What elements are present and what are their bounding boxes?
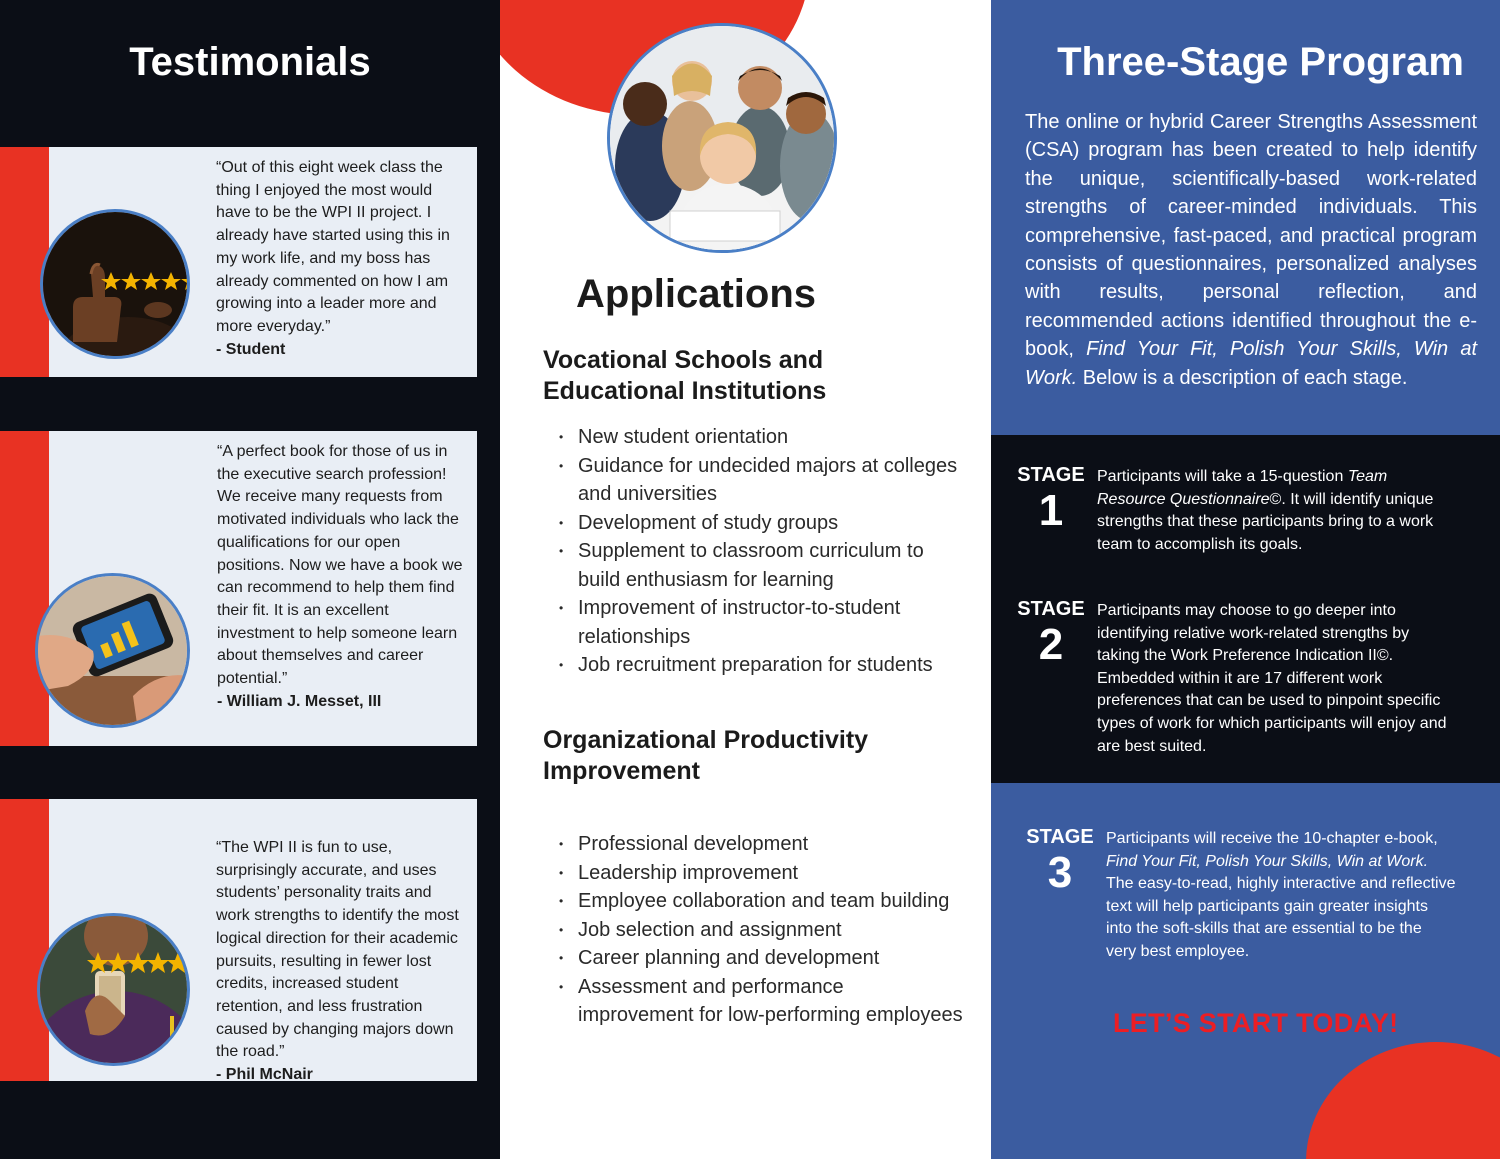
section-heading-organizational: Organizational Productivity Improvement <box>543 726 869 785</box>
testimonial-card <box>0 799 477 1084</box>
quote-text: “Out of this eight week class the thing I enjoyed the most would have to be the WPI II project. I already have started using this in my work life, and my boss has already commented on how I am growing into a leader more and more everyday.” <box>216 159 450 335</box>
list-item: • Career planning and development <box>543 944 963 973</box>
list-item: • Development of study groups <box>543 509 963 538</box>
list-item: • Guidance for undecided majors at colleges and universities <box>543 452 963 509</box>
stage-label: STAGE <box>1017 464 1085 486</box>
program-title: Three-Stage Program <box>1057 40 1464 84</box>
list-item: • Job selection and assignment <box>543 916 963 945</box>
stage-number: 3 <box>1047 848 1073 897</box>
intro-text-end: Below is a description of each stage. <box>1082 366 1408 389</box>
thumbs-up-five-stars-photo <box>40 209 190 359</box>
stage-number: 2 <box>1038 620 1064 669</box>
red-accent-bar <box>0 799 49 1081</box>
stage-text-italic: Team Resource Questionnaire <box>1097 468 1388 508</box>
stage-description <box>1106 828 1456 964</box>
phone-five-stars-photo <box>37 913 190 1066</box>
testimonials-title: Testimonials <box>129 40 371 84</box>
stage-text: Participants will receive the 10-chapter e-book, <box>1106 830 1438 847</box>
program-panel <box>991 0 1500 1159</box>
list-item: • Supplement to classroom curriculum to build enthusiasm for learning <box>543 537 963 594</box>
testimonial-quote <box>217 441 469 713</box>
quote-author: - Phil McNair <box>216 1066 313 1084</box>
program-intro <box>1025 108 1477 392</box>
quote-author: - William J. Messet, III <box>217 692 382 710</box>
testimonials-panel <box>0 0 500 1159</box>
phone-rating-photo <box>35 573 190 728</box>
vocational-list <box>543 423 963 680</box>
book-title: Find Your Fit, Polish Your Skills, Win at Work. <box>1025 338 1477 389</box>
quote-text: “A perfect book for those of us in the executive search profession! We receive many requests from motivated individuals who lack the qualifications for our open positions. Now we have a book we can recommend to help them find their fit. It is an excellent investment to help someone learn about themselves and career potential.” <box>217 443 463 688</box>
red-accent-bar <box>0 431 49 746</box>
applications-title: Applications <box>576 272 817 316</box>
list-item: • Assessment and performance improvement for low-performing employees <box>543 973 963 1030</box>
list-item: • New student orientation <box>543 423 963 452</box>
stage-number: 1 <box>1038 486 1064 535</box>
testimonial-quote <box>216 157 468 361</box>
testimonial-card <box>0 431 477 746</box>
red-accent-bar <box>0 147 49 377</box>
list-item: • Job recruitment preparation for students <box>543 651 963 680</box>
stage-text-end: The easy-to-read, highly interactive and reflective text will help participants gain greater insights into the soft-skills that are essential to be the very best employee. <box>1106 875 1456 960</box>
section-heading-vocational: Vocational Schools and Educational Institutions <box>543 346 827 405</box>
students-group-photo <box>607 23 837 253</box>
quote-text: “The WPI II is fun to use, surprisingly accurate, and uses students’ personality traits and work strengths to identify the most logical direction for their academic pursuits, resulting in fewer lost credits, increased student retention, and less frustration caused by changing majors down the road.” <box>216 839 459 1061</box>
organizational-list <box>543 830 963 1030</box>
applications-panel <box>500 0 991 1159</box>
stage-label: STAGE <box>1017 598 1085 620</box>
intro-text: The online or hybrid Career Strengths Assessment (CSA) program has been created to help identify the unique, scientifically-based work-related strengths of career-minded individuals. This comprehensive, fast-paced, and practical program consists of questionnaires, personalized analyses with results, personal reflection, and recommended actions identified throughout the e-book, <box>1025 111 1477 361</box>
stage-description <box>1097 466 1447 556</box>
cta-text[interactable]: LET’S START TODAY! <box>1113 1008 1399 1038</box>
quote-author: - Student <box>216 340 286 358</box>
list-item: • Employee collaboration and team building <box>543 887 963 916</box>
list-item: • Professional development <box>543 830 963 859</box>
stage-text: Participants may choose to go deeper into identifying relative work-related strengths by taking the Work Preference Indication II©. Embedded within it are 17 different work preferences that can be used to pinpoint specific types of work for which participants will enjoy and are best suited. <box>1097 602 1447 755</box>
testimonial-card <box>0 147 477 377</box>
testimonial-quote <box>216 837 468 1087</box>
stage-text-italic: Find Your Fit, Polish Your Skills, Win at Work. <box>1106 852 1429 870</box>
list-item: • Improvement of instructor-to-student relationships <box>543 594 963 651</box>
stage-description <box>1097 600 1447 758</box>
stage-label: STAGE <box>1026 826 1094 848</box>
list-item: • Leadership improvement <box>543 859 963 888</box>
stage-text-end: ©. It will identify unique strengths that these participants bring to a work team to accomplish its goals. <box>1097 490 1434 553</box>
stage-text: Participants will take a 15-question <box>1097 468 1344 485</box>
